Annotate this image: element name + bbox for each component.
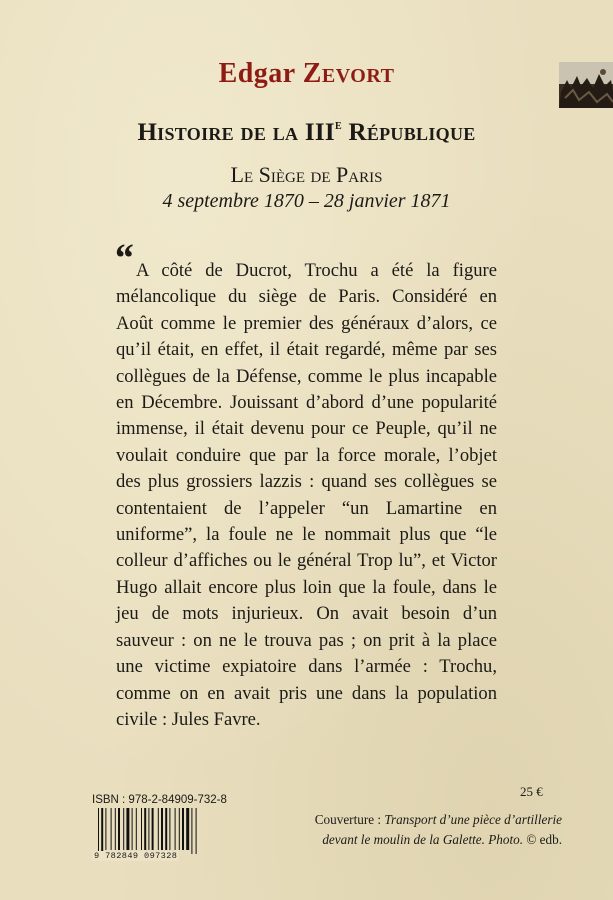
- credit-work-line1: Transport d’une pièce d’artillerie: [384, 812, 562, 827]
- title-main: Histoire de la III: [137, 119, 335, 146]
- barcode-bar: [136, 808, 137, 850]
- barcode-bar: [98, 808, 99, 854]
- credit-work-line2: devant le moulin de la Galette: [322, 832, 482, 847]
- quote-line: voulait conduire que par la force morale, l’objet: [116, 444, 497, 466]
- barcode-bar: [118, 808, 120, 850]
- barcode-bar: [158, 808, 159, 850]
- quote-line: sauveur : on ne le trouva pas ; on prit à la place: [116, 629, 497, 651]
- author-last-name: Zevort: [302, 58, 395, 89]
- barcode-bar: [191, 808, 192, 854]
- barcode-bar: [182, 808, 184, 850]
- barcode-bar: [165, 808, 167, 850]
- quote-line: une victime expiatoire dans l’armée : Trochu,: [116, 656, 497, 678]
- author-name: [0, 58, 613, 90]
- quote-line: colleur d’affiches ou le général Trop lu”, et Victor: [116, 550, 497, 572]
- barcode-bar: [186, 808, 189, 850]
- cover-credit: [290, 810, 562, 850]
- barcode-bar: [175, 808, 176, 850]
- quote-line: collègues de la Défense, comme le plus incapable: [116, 365, 497, 387]
- barcode-bar: [141, 808, 142, 850]
- book-subtitle: Le Siège de Paris: [230, 162, 383, 187]
- title-superscript: e: [334, 118, 342, 133]
- barcode-bar: [152, 808, 154, 850]
- quote-mark-icon: “: [113, 235, 133, 280]
- quote-line: uniforme”, la foule ne le nommait plus que “le: [116, 524, 497, 546]
- barcode-bar: [123, 808, 124, 850]
- title-suffix: République: [341, 119, 476, 146]
- isbn-text: ISBN : 978-2-84909-732-8: [92, 794, 227, 806]
- quote-line: immense, il était devenu pour ce Peuple, qu’il ne: [116, 418, 497, 440]
- barcode-bar: [148, 808, 149, 850]
- barcode-bar: [126, 808, 129, 850]
- barcode-bar: [144, 808, 146, 850]
- book-title: [0, 118, 613, 147]
- quote-line: contentaient de l’appeler “un Lamartine en: [116, 497, 497, 519]
- quote-line: Août comme le premier des généraux d’alors, ce: [116, 312, 497, 334]
- barcode-bar: [161, 808, 163, 850]
- barcode-bar: [105, 808, 106, 850]
- barcode-bar: [132, 808, 133, 850]
- cover-thumbnail-image: [559, 62, 613, 108]
- barcode-bar: [169, 808, 170, 850]
- quote-line: en Décembre. Jouissant d’abord d’une popularité: [116, 392, 497, 414]
- quote-line: des plus grossiers lazzis : quand ses collègues se: [116, 471, 497, 493]
- credit-tail: . Photo.: [481, 832, 524, 847]
- quote-line: Hugo allait encore plus loin que la foule, dans le: [116, 576, 497, 598]
- date-range: 4 septembre 1870 – 28 janvier 1871: [162, 190, 451, 212]
- barcode-bar: [111, 808, 112, 850]
- author-first-name: Edgar: [218, 58, 296, 89]
- credit-label: Couverture :: [314, 812, 385, 827]
- barcode-bar: [179, 808, 180, 850]
- barcode-bar: [101, 808, 103, 854]
- price-label: 25 €: [520, 784, 543, 799]
- barcode-digits: 9 782849 097328: [94, 851, 178, 861]
- quote-line: mélancolique du siège de Paris. Considéré en: [116, 286, 497, 308]
- barcode-bar: [196, 808, 197, 854]
- quote-line: civile : Jules Favre.: [116, 708, 261, 730]
- barcode-bar: [115, 808, 116, 850]
- quote-line: jeu de mots injurieux. On avait besoin d’un: [116, 603, 497, 625]
- quote-line: comme on en avait pris une dans la population: [116, 682, 497, 704]
- quote-line: A côté de Ducrot, Trochu a été la figure: [136, 260, 497, 281]
- quote-text: [116, 258, 497, 733]
- quote-line: qu’il était, en effet, il était regardé, même par ses: [116, 339, 497, 361]
- credit-copyright: © edb.: [523, 832, 562, 847]
